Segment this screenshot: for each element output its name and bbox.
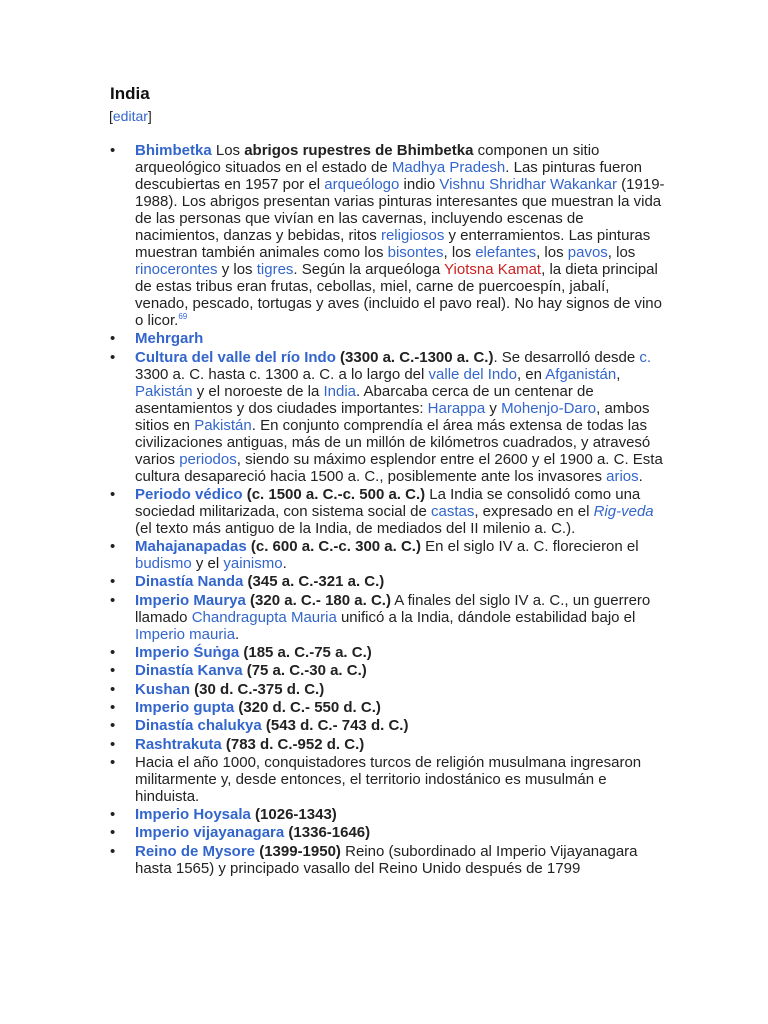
bold-text: (3300 a. C.-1300 a. C.) (335, 348, 494, 366)
inline-link[interactable]: Pakistán (135, 382, 193, 400)
inline-link[interactable]: yainismo (223, 555, 283, 573)
edit-bracket-close: ] (147, 108, 152, 124)
body-text: Reino (subordinado al Imperio Vijayanagara hasta 1565) y principado vasallo del Reino Unido después de 1799 (135, 842, 638, 877)
article-link[interactable]: Periodo védico (135, 485, 243, 503)
inline-link[interactable]: tigres (256, 261, 294, 278)
inline-link[interactable]: Rig-veda (593, 502, 654, 520)
body-text: Los (211, 142, 245, 159)
body-text: , los (607, 244, 636, 261)
inline-link[interactable]: arqueólogo (324, 176, 400, 193)
list-item (135, 538, 665, 572)
inline-link[interactable]: religiosos (380, 227, 445, 244)
edit-section (109, 108, 152, 124)
body-text: componen un sitio arqueológico situados en el estado de (135, 142, 600, 176)
article-link[interactable]: Imperio Hoysala (135, 806, 251, 824)
body-text: y el noroeste de la (192, 382, 324, 400)
inline-link[interactable]: Madhya Pradesh (391, 159, 506, 176)
list-item (135, 486, 665, 537)
bold-text: (320 d. C.- 550 d. C.) (234, 698, 381, 716)
inline-link[interactable]: c. (639, 348, 652, 366)
body-text: (1919-1988). Los abrigos presentan varias pinturas interesantes que muestran la vida de las personas que vivían en las cavernas, incluyendo escenas de nacimientos, danzas y bebidas, ritos (135, 176, 665, 244)
bold-text: (30 d. C.-375 d. C.) (190, 680, 325, 698)
inline-link[interactable]: elefantes (475, 244, 537, 261)
list-item (135, 806, 665, 823)
article-link[interactable]: Imperio gupta (135, 698, 235, 716)
body-text: , expresado en el (474, 502, 594, 520)
body-text: . Según la arqueóloga (293, 261, 445, 278)
missing-article-link[interactable]: Yiotsna Kamat (444, 261, 542, 278)
inline-link[interactable]: periodos (179, 450, 237, 468)
inline-link[interactable]: budismo (135, 555, 192, 573)
body-text: , siendo su máximo esplendor entre el 2600 y el 1900 a. C. Esta cultura desapareció hacia 1500 a. C., posiblemente ante los invasores (135, 450, 663, 485)
inline-link[interactable]: Imperio mauria (135, 625, 236, 643)
body-text: , los (536, 244, 568, 261)
bold-text: (543 d. C.- 743 d. C.) (261, 717, 409, 735)
bold-text: (75 a. C.-30 a. C.) (242, 662, 367, 680)
article-link[interactable]: Mehrgarh (135, 330, 204, 348)
body-text: , la dieta principal de estas tribus eran frutas, cebollas, miel, carne de puercoespín, jabalí, venado, pescado, tortugas y aves (incluido el pavo real). No hay signos de vino o licor. (135, 261, 662, 329)
reference-link[interactable]: 69 (178, 312, 188, 321)
inline-link[interactable]: India (323, 382, 356, 400)
body-text: . (235, 625, 240, 643)
list-item (135, 736, 665, 753)
inline-link[interactable]: rinocerontes (135, 261, 218, 278)
inline-link[interactable]: castas (430, 502, 475, 520)
list-item (135, 592, 665, 643)
body-text: . Abarcaba cerca de un centenar de asentamientos y dos ciudades importantes: (135, 382, 594, 417)
list-item (135, 681, 665, 698)
list-item (135, 330, 665, 347)
article-link[interactable]: Bhimbetka (135, 142, 212, 159)
body-text: y (485, 399, 502, 417)
article-link[interactable]: Reino de Mysore (135, 842, 256, 860)
bold-text: (c. 1500 a. C.-c. 500 a. C.) (242, 485, 426, 503)
list-item (135, 843, 665, 877)
article-link[interactable]: Imperio Śuṅga (135, 644, 240, 662)
body-text: . Las pinturas fueron descubiertas en 1957 por el (135, 159, 643, 193)
article-link[interactable]: Dinastía Kanva (135, 662, 243, 680)
body-text: . (282, 555, 287, 573)
body-text: 3300 a. C. hasta c. 1300 a. C. a lo largo del (135, 365, 429, 383)
body-text: . (638, 467, 643, 485)
inline-link[interactable]: Afganistán (545, 365, 617, 383)
section-heading: India (110, 84, 150, 103)
bold-text: abrigos rupestres de Bhimbetka (244, 142, 474, 159)
inline-link[interactable]: Harappa (427, 399, 486, 417)
body-text: indio (399, 176, 440, 193)
bold-text: (1336-1646) (284, 824, 371, 842)
body-text: , (616, 365, 621, 383)
body-text: (el texto más antiguo de la India, de mediados del II milenio a. C.). (135, 519, 576, 537)
body-text: La India se consolidó como una sociedad militarizada, con sistema social de (135, 485, 641, 520)
body-text: , los (443, 244, 476, 261)
inline-link[interactable]: pavos (567, 244, 608, 261)
inline-link[interactable]: Pakistán (194, 416, 252, 434)
inline-link[interactable]: bisontes (387, 244, 444, 261)
body-text: . En conjunto comprendía el área más extensa de todas las civilizaciones antiguas, más de un millón de kilómetros cuadrados, y atravesó varios (135, 416, 651, 468)
article-link[interactable]: Imperio vijayanagara (135, 824, 285, 842)
list-item (135, 699, 665, 716)
inline-link[interactable]: Mohenjo-Daro (501, 399, 597, 417)
body-text: . Se desarrolló desde (493, 348, 640, 366)
history-list (0, 142, 665, 878)
article-link[interactable]: Dinastía Nanda (135, 573, 244, 591)
article-link[interactable]: Rashtrakuta (135, 735, 222, 753)
body-text: A finales del siglo IV a. C., un guerrero llamado (135, 591, 651, 626)
body-text: y enterramientos. Las pinturas muestran también animales como los (135, 227, 651, 261)
body-text: unificó a la India, dándole estabilidad bajo el (336, 608, 636, 626)
list-item (135, 573, 665, 590)
body-text: y el (191, 555, 224, 573)
list-item (135, 349, 665, 485)
article-link[interactable]: Cultura del valle del río Indo (135, 348, 336, 366)
list-item (135, 662, 665, 679)
bold-text: (185 a. C.-75 a. C.) (239, 644, 372, 662)
article-link[interactable]: Kushan (135, 680, 191, 698)
edit-bracket-open: [ (109, 108, 113, 124)
list-item (135, 644, 665, 661)
list-item (135, 754, 665, 805)
bold-text: (1399-1950) (255, 842, 341, 860)
bold-text: (320 a. C.- 180 a. C.) (245, 591, 391, 609)
list-item (135, 142, 665, 329)
bold-text: (345 a. C.-321 a. C.) (243, 573, 385, 591)
bold-text: (1026-1343) (250, 806, 337, 824)
body-text: , en (516, 365, 546, 383)
inline-link[interactable]: arios (606, 467, 639, 485)
list-item (135, 717, 665, 734)
article-link[interactable]: Imperio Maurya (135, 591, 246, 609)
reference-sup (178, 312, 187, 321)
inline-link[interactable]: valle del Indo (428, 365, 517, 383)
list-item (135, 824, 665, 841)
article-link[interactable]: Dinastía chalukya (135, 717, 262, 735)
bold-text: (c. 600 a. C.-c. 300 a. C.) (246, 538, 421, 556)
article-link[interactable]: Mahajanapadas (135, 538, 247, 556)
body-text: y los (217, 261, 257, 278)
edit-link[interactable]: editar (112, 108, 148, 124)
body-text: , ambos sitios en (135, 399, 650, 434)
body-text: En el siglo IV a. C. florecieron el (420, 538, 639, 556)
bold-text: (783 d. C.-952 d. C.) (221, 735, 365, 753)
inline-link[interactable]: Vishnu Shridhar Wakankar (439, 176, 617, 193)
inline-link[interactable]: Chandragupta Mauria (191, 608, 337, 626)
body-text: Hacia el año 1000, conquistadores turcos de religión musulmana ingresaron militarmente y, desde entonces, el territorio indostánico es musulmán e hinduista. (135, 753, 642, 805)
